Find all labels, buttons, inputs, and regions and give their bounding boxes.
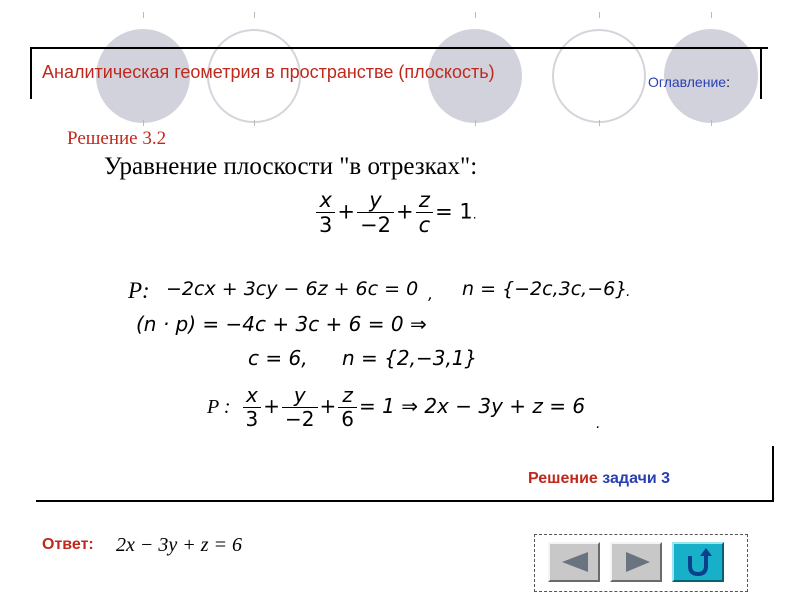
fraction-y xyxy=(357,188,394,237)
header-top-rule xyxy=(30,47,768,49)
toc-colon: : xyxy=(726,74,730,90)
header-left-rule xyxy=(30,47,32,99)
plane-equation: −2cx + 3cy − 6z + 6c = 0 xyxy=(166,278,419,300)
frac-den: 6 xyxy=(341,407,354,431)
triangle-right-icon xyxy=(612,544,660,580)
forward-button[interactable] xyxy=(610,542,662,582)
dot-product-line: (n · p) = −4c + 3c + 6 = 0 ⇒ xyxy=(136,312,427,336)
footer-bottom-rule xyxy=(36,500,774,502)
equals-one: = 1 xyxy=(435,199,473,224)
task-solution-link[interactable] xyxy=(528,470,670,488)
frac-num: z xyxy=(338,384,357,408)
solution-word[interactable]: Решение xyxy=(528,470,598,487)
decor-tick xyxy=(599,120,600,126)
return-button[interactable] xyxy=(672,542,724,582)
fraction-y xyxy=(282,384,317,431)
solution-label: Решение 3.2 xyxy=(67,128,167,149)
frac-den: 3 xyxy=(319,213,333,238)
decor-tick xyxy=(475,12,476,18)
frac-num: x xyxy=(316,188,335,213)
frac-num: x xyxy=(243,384,262,408)
plus-sign: + xyxy=(319,394,337,418)
plus-sign: + xyxy=(395,199,414,224)
decor-tick xyxy=(711,120,712,126)
fraction-z xyxy=(338,384,357,431)
fraction-x xyxy=(316,188,335,237)
task-word[interactable]: задачи 3 xyxy=(602,470,671,487)
normal-result: n = {2,−3,1} xyxy=(342,346,478,370)
triangle-left-icon xyxy=(550,544,598,580)
fraction-z xyxy=(416,188,434,237)
plus-sign: + xyxy=(337,199,355,224)
header-right-rule xyxy=(760,47,762,99)
final-plane-label: P : xyxy=(207,396,231,418)
plus-sign: + xyxy=(263,394,281,418)
decor-tick xyxy=(254,120,255,126)
decor-tick xyxy=(143,12,144,18)
toc-link[interactable] xyxy=(648,74,730,90)
decor-tick xyxy=(143,120,144,126)
decor-circle-4 xyxy=(552,29,646,123)
frac-den: 3 xyxy=(245,407,259,431)
final-dot: . xyxy=(596,416,601,432)
frac-den: c xyxy=(418,213,431,238)
footer-right-rule xyxy=(772,446,774,502)
u-turn-arrow-icon xyxy=(674,544,722,580)
back-button[interactable] xyxy=(548,542,600,582)
normal-vector: n = {−2c,3c,−6} xyxy=(462,278,628,300)
fraction-x xyxy=(243,384,262,431)
equation-heading: Уравнение плоскости "в отрезках": xyxy=(104,153,478,180)
decor-tick xyxy=(254,12,255,18)
plane-comma: , xyxy=(428,284,434,303)
final-rhs: = 1 ⇒ 2x − 3y + z = 6 xyxy=(359,394,586,418)
frac-num: y xyxy=(282,384,317,408)
end-dot: . xyxy=(472,207,477,222)
frac-num: y xyxy=(357,188,394,213)
frac-den: −2 xyxy=(359,213,391,238)
frac-num: z xyxy=(416,188,434,213)
frac-den: −2 xyxy=(285,407,315,431)
decor-tick xyxy=(475,120,476,126)
page-title: Аналитическая геометрия в пространстве (плоскость) xyxy=(42,62,495,82)
final-plane-equation xyxy=(207,384,585,431)
decor-tick xyxy=(599,12,600,18)
decor-tick xyxy=(711,12,712,18)
plane-label: P: xyxy=(128,278,150,303)
c-value: c = 6, xyxy=(248,346,308,370)
intercept-equation xyxy=(314,188,477,237)
answer-label: Ответ: xyxy=(42,536,94,553)
answer-value: 2x − 3y + z = 6 xyxy=(116,534,243,556)
toc-label[interactable]: Оглавление xyxy=(648,74,727,90)
normal-dot: . xyxy=(626,284,631,300)
